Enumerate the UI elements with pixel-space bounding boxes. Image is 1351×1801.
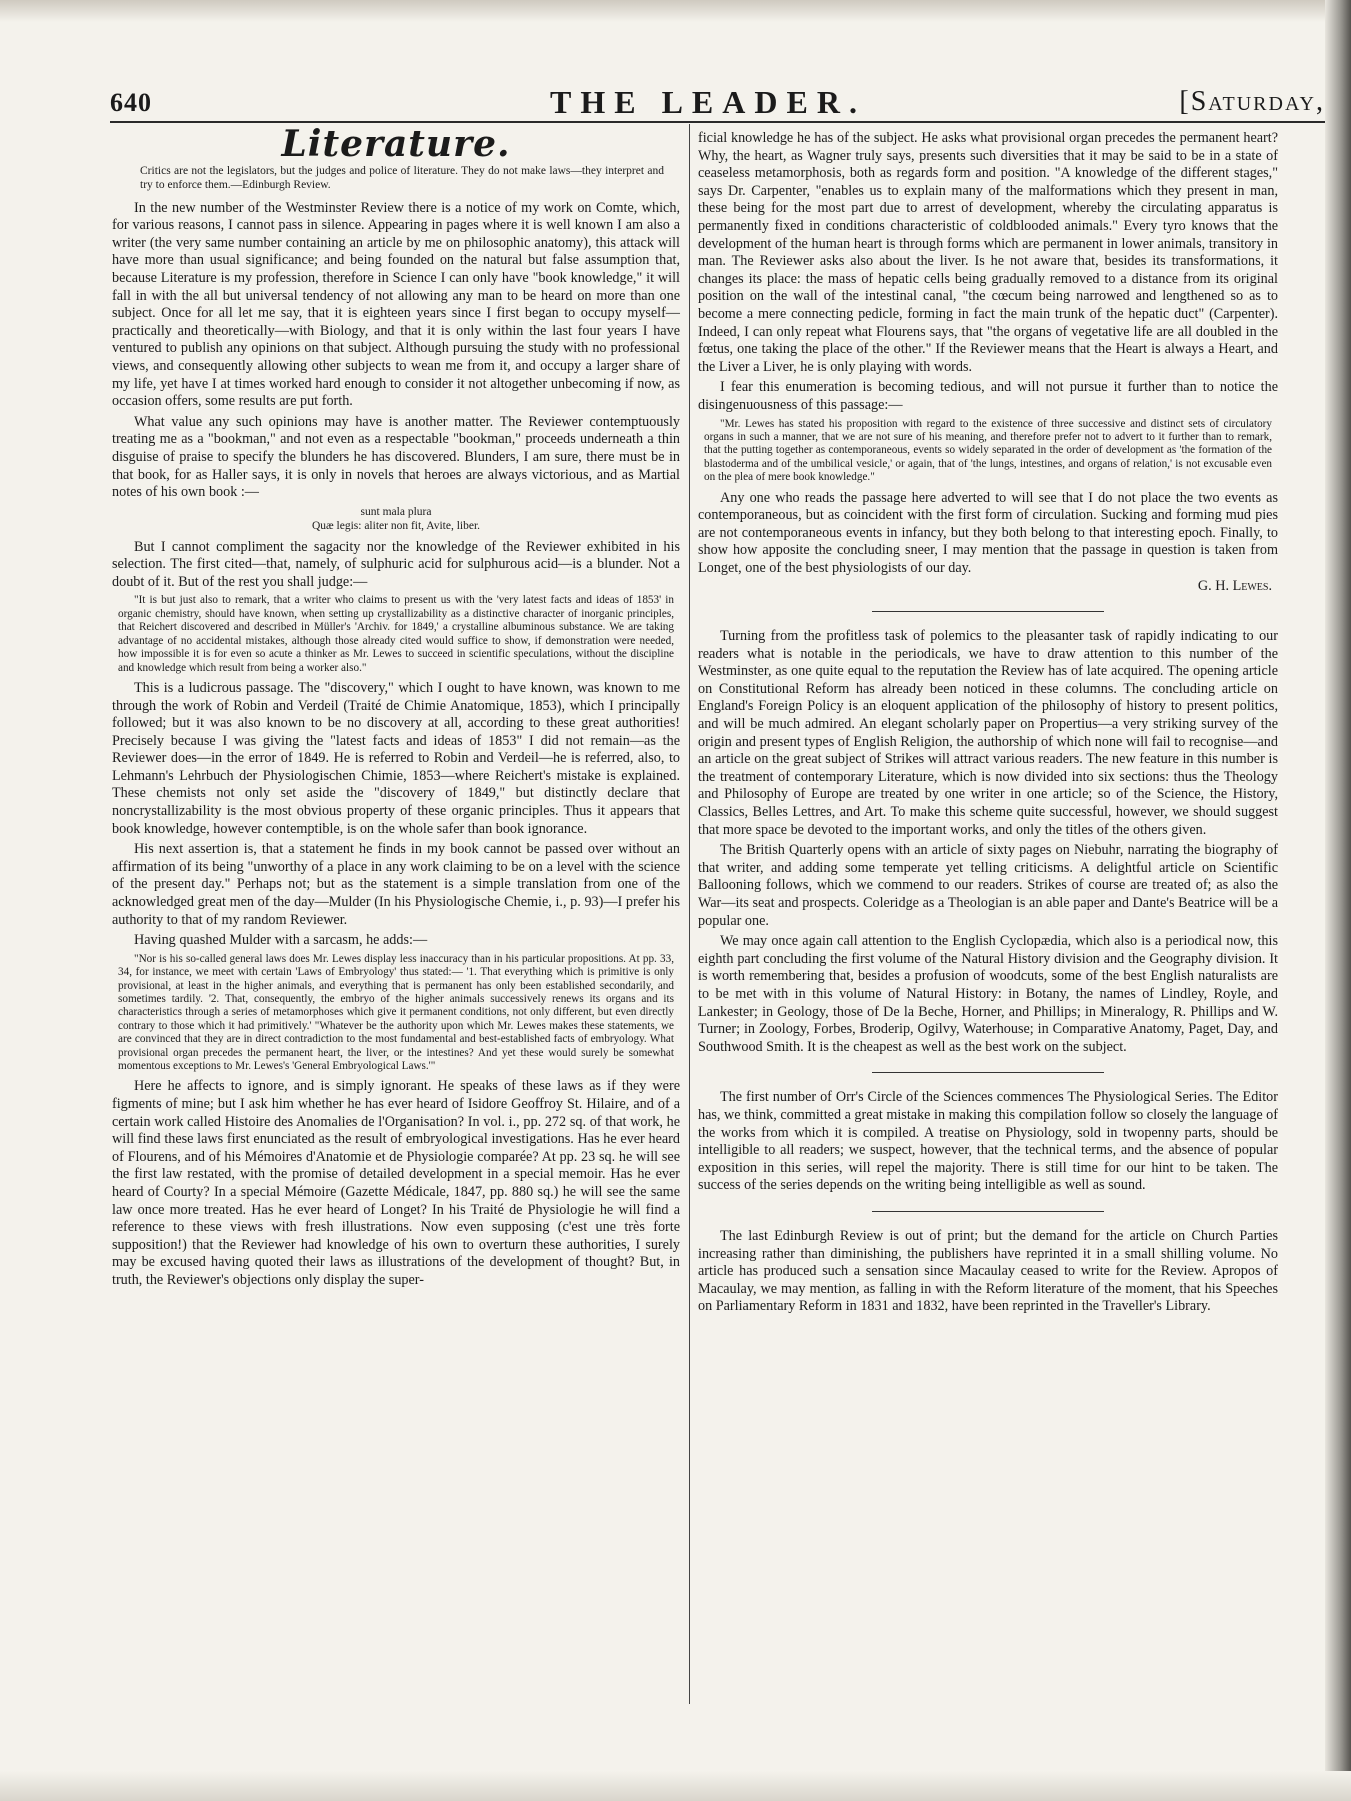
paragraph: In the new number of the Westminster Review there is a notice of my work on Comte, which, for various reasons, I cannot pass in silence. Appearing in pages where it is well known I am also a writer (the very same number containing an article by me on philosophic anatomy), this attack will have more than usual significance; and being founded on the natural but false assumption that, because Literature is my profession, therefore in Science I can only have "book knowledge," it will fall in with the all but universal tendency of not allowing any man to be heard on more than one subject. Once for all let me say, that it is eighteen years since I first began to occupy myself—practically and theoretically—with Biology, and that it is only within the last four years I have ventured to publish any opinions on that subject. Although pursuing the study with no professional views, and consequently allowing other subjects to wean me from it, and occupy a larger share of my life, yet have I at times worked hard enough to consider it not altogether unbecoming if now, as occasion offers, some results are put forth. — [112, 199, 680, 410]
block-quote: "Mr. Lewes has stated his proposition with regard to the existence of three successive and distinct sets of circulatory organs in such a manner, that we are not sure of his meaning, and therefore prefer not to advert to it further than to remark, that the putting together as contemporaneous, events so widely separated in the order of development as 'the formation of the blastoderma and of the umbilical vesicle,' or again, that of 'the lungs, intestines, and organs of relation,' is not excusable even on the plea of mere book knowledge." — [704, 417, 1272, 484]
paragraph: Turning from the profitless task of polemics to the pleasanter task of rapidly indicating to our readers what is notable in the periodicals, we have to draw attention to this number of the Westminster, as one quite equal to the reputation the Review has of late acquired. The opening article on Constitutional Reform has already been noticed in these columns. The concluding article on England's Foreign Policy is an eloquent application of the philosophy of history to present politics, and will be much admired. An elegant scholarly paper on Propertius—a very striking survey of the origin and present types of English Religion, the authorship of which none will fail to recognise—and an article on the great subject of Strikes will attract various readers. The new feature in this number is the treatment of contemporary Literature, which is now divided into six sections: thus the Theology and Philosophy of Europe are treated by one writer in one article; so of the Science, the History, Classics, Belles Lettres, and Art. To make this scheme quite successful, however, we should suggest that more space be devoted to the important works, and only the titles of the others given. — [698, 628, 1278, 838]
left-column — [112, 123, 680, 1293]
paragraph: The British Quarterly opens with an article of sixty pages on Niebuhr, narrating the biography of that writer, and adding some temperate yet telling criticisms. A delightful article on Scientific Ballooning follows, which we commend to our readers. Strikes of course are treated of; as also the War—its seat and prospects. Coleridge as a Theologian is an able paper and Dante's Beatrice will be a popular one. — [698, 842, 1278, 929]
section-separator — [872, 611, 1104, 612]
column-divider — [689, 124, 690, 1704]
epigraph: Critics are not the legislators, but the judges and police of literature. They do not make laws—they interpret and try to enforce them.—Edinburgh Review. — [140, 164, 664, 191]
section-separator — [872, 1211, 1104, 1212]
paragraph: This is a ludicrous passage. The "discovery," which I ought to have known, was known to me through the work of Robin and Verdeil (Traité de Chimie Anatomique, 1853), which I principally followed; but it was also known to be no discovery at all, according to these great authorities! Precisely because I was giving the "latest facts and ideas of 1853" I did not remain—as the Reviewer does—in the error of 1849. He is referred to Robin and Verdeil—he is referred, also, to Lehmann's Lehrbuch der Physiologischen Chimie, 1853—where Reichert's mistake is explained. These chemists not only set aside the "discovery of 1849," but distinctly declare that noncrystallizability is the most obvious property of these organic principles. Thus it appears that book knowledge, however contemptible, is on the whole safer than book ignorance. — [112, 679, 680, 837]
paragraph: His next assertion is, that a statement he finds in my book cannot be passed over without an affirmation of its being "unworthy of a place in any work claiming to be on a level with the science of the present day." Perhaps not; but as the statement is a simple translation from one of the acknowledged great men of the day—Mulder (In his Physiologische Chemie, i., p. 93)—I prefer his authority to that of my random Reviewer. — [112, 841, 680, 928]
paragraph: Here he affects to ignore, and is simply ignorant. He speaks of these laws as if they were figments of mine; but I ask him whether he has ever heard of Isidore Geoffroy St. Hilaire, and of a certain work called Histoire des Anomalies de l'Organisation? In vol. i., pp. 272 sq. of that work, he will find these laws first enunciated as the result of embryological investigations. Has he ever heard of Flourens, and of his Mémoires d'Anatomie et de Physiologie comparée? At pp. 23 sq. he will see the first law restated, with the promise of detailed development in a special memoir. Has he ever heard of Courty? In a special Mémoire (Gazette Médicale, 1847, pp. 880 sq.) he will see the same law once more treated. Has he ever heard of Longet? In his Traité de Physiologie he will find a reference to these views with fresh illustrations. Now even supposing (c'est une très forte supposition!) that the Reviewer had knowledge of his own to overturn these authorities, I surely may be excused having quoted their laws as illustrations of the development of thought? But, in truth, the Reviewer's objections only display the super- — [112, 1078, 680, 1288]
paper-title: THE LEADER. — [550, 84, 866, 120]
verse-line: Quæ legis: aliter non fit, Avite, liber. — [311, 519, 481, 532]
verse-line: sunt mala plura — [360, 505, 432, 518]
section-title: Literature. — [281, 123, 511, 165]
author-signature: G. H. Lewes. — [1197, 577, 1272, 594]
latin-verse — [112, 505, 680, 533]
paragraph: What value any such opinions may have is another matter. The Reviewer contemptuously treating me as a "bookman," and not even as a respectable "bookman," proceeds underneath a thin disguise of praise to specify the blunders he has discovered. Blunders, I am sure, there must be in that book, for as Haller says, it is only in novels that heroes are always victorious, and as Martial notes of his own book :— — [112, 413, 680, 501]
paragraph: ficial knowledge he has of the subject. He asks what provisional organ precedes the permanent heart? Why, the heart, as Wagner truly says, presents such diversities that it may be said to be in a state of ceaseless metamorphosis, both as regards form and position. "A knowledge of the different stages," says Dr. Carpenter, "enables us to explain many of the malformations which they present in man, these being for the most part due to arrest of development, whereby the circulating apparatus is permanently fixed in conditions characteristic of coldblooded animals." Every tyro knows that the development of the human heart is through forms which are permanent in lower animals, transitory in man. The Reviewer asks also about the liver. Is he not aware that, besides its transformations, it changes its place: the mass of hepatic cells being gradually removed to a distance from its original position on the wall of the intestinal canal, "the cœcum being narrowed and lengthened so as to become a mere connecting pedicle, forming in fact the main trunk of the hepatic duct" (Carpenter). Indeed, I can only repeat what Flourens says, that "the organs of vegetative life are all doubled in the fœtus, one taking the place of the other." If the Reviewer means that the Heart is always a Heart, and the Liver a Liver, he is only playing with words. — [698, 130, 1278, 375]
scan-shadow-bottom — [0, 1771, 1351, 1801]
block-quote: "It is but just also to remark, that a writer who claims to present us with the 'very latest facts and ideas of 1853' in organic chemistry, should have known, when setting up crystallizability as a distinctive character of inorganic principles, that Reichert discovered and described in Müller's 'Archiv. for 1849,' a crystalline albuminous substance. We are taking advantage of no accidental mistakes, although those already cited would suffice to show, if demonstration were needed, how impossible it is for even so acute a thinker as Mr. Lewes to succeed in scientific speculations, without the discipline and knowledge which result from being a worker also." — [118, 594, 674, 674]
issue-day: [Saturday, — [1179, 86, 1325, 117]
paragraph: I fear this enumeration is becoming tedious, and will not pursue it further than to notice the disingenuousness of this passage:— — [698, 379, 1278, 413]
paragraph: Having quashed Mulder with a sarcasm, he adds:— — [134, 932, 428, 949]
paragraph: The first number of Orr's Circle of the Sciences commences The Physiological Series. The Editor has, we think, committed a great mistake in making this compilation follow so closely the language of the works from which it is compiled. A treatise on Physiology, sold in twopenny parts, should be intelligible to all readers; we suspect, however, that the technical terms, and the absence of popular exposition in this series, will repel the majority. There is still time for our hint to be taken. The success of the series depends on the writing being intelligible as well as sound. — [698, 1089, 1278, 1194]
masthead — [110, 80, 1325, 120]
paragraph: We may once again call attention to the English Cyclopædia, which also is a periodical now, this eighth part concluding the first volume of the Natural History division and the Geography division. It is worth remembering that, besides a profusion of woodcuts, some of the best English naturalists are to be met with in this volume of Natural History: in Botany, the names of Lindley, Royle, and Lankester; in Geology, those of De la Beche, Horner, and Phillips; in Mineralogy, R. Phillips and W. Turner; in Zoology, Forbes, Broderip, Ogilvy, Waterhouse; in Comparative Anatomy, Paget, Day, and Southwood Smith. It is the cheapest as well as the best work on the subject. — [698, 933, 1278, 1055]
page-number: 640 — [110, 88, 152, 117]
paragraph: Any one who reads the passage here adverted to will see that I do not place the two events as contemporaneous, but as coincident with the first form of circulation. Sucking and forming mud pies are not contemporaneous events in infancy, but they both belong to that interesting epoch. Finally, to show how apposite the concluding sneer, I may mention that the passage in question is taken from Longet, one of the best physiologists of our day. — [698, 489, 1278, 576]
scan-shadow-right — [1325, 0, 1351, 1801]
paragraph: The last Edinburgh Review is out of print; but the demand for the article on Church Parties increasing rather than diminishing, the publishers have reprinted it in a small shilling volume. No article has produced such a sensation since Macaulay ceased to write for the Review. Apropos of Macaulay, we may mention, as falling in with the Reform literature of the moment, that his Speeches on Parliamentary Reform in 1831 and 1832, have been reprinted in the Traveller's Library. — [698, 1227, 1278, 1315]
block-quote: "Nor is his so-called general laws does Mr. Lewes display less inaccuracy than in his particular propositions. At pp. 33, 34, for instance, we meet with certain 'Laws of Embryology' thus stated:— '1. That everything which is primitive is only provisional, at least in the higher animals, and everything that is permanent has only been established secondarily, and sometimes tardily. '2. That, consequently, the embryo of the higher animals successively renews its organs and its characteristics through a series of metamorphoses which give it permanent conditions, not only different, but even directly contrary to those which it had primitively.' "Whatever be the authority upon which Mr. Lewes makes these statements, we are convinced that they are in direct contradiction to the most fundamental and best-established facts of embryology. What provisional organ precedes the permanent heart, the liver, or the intestines? And yet these would surely be somewhat momentous exceptions to Mr. Lewes's 'General Embryological Laws.'" — [118, 952, 674, 1073]
scan-shadow-top — [0, 0, 1351, 22]
section-separator — [872, 1072, 1104, 1073]
paragraph: But I cannot compliment the sagacity nor the knowledge of the Reviewer exhibited in his selection. The first cited—that, namely, of sulphuric acid for sulphurous acid—is a blunder. Not a doubt of it. But of the rest you shall judge:— — [112, 538, 680, 590]
right-column — [698, 130, 1278, 1319]
